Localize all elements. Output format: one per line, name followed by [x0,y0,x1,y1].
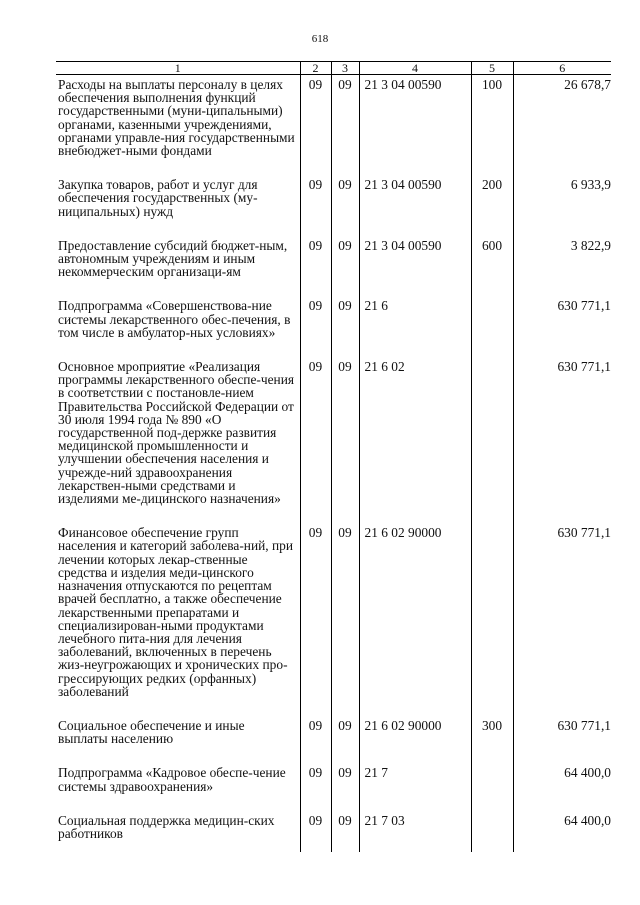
column-header-5: 5 [471,62,513,75]
amount-cell: 630 771,1 [513,523,611,716]
amount-cell: 64 400,0 [513,763,611,810]
section-cell: 09 [300,296,331,357]
subsection-cell: 09 [331,175,359,236]
subsection-cell: 09 [331,523,359,716]
expense-type-cell [471,811,513,852]
target-article-cell: 21 6 02 90000 [359,716,471,763]
target-article-cell: 21 7 03 [359,811,471,852]
target-article-cell: 21 3 04 00590 [359,175,471,236]
subsection-cell: 09 [331,716,359,763]
row-name-cell: Подпрограмма «Совершенствова-ние системы лекарственного обес-печения, в том числе в амбулатор-ных условиях» [58,298,291,340]
amount-cell: 630 771,1 [513,716,611,763]
section-cell: 09 [300,716,331,763]
section-cell: 09 [300,811,331,852]
section-cell: 09 [300,357,331,523]
target-article-cell: 21 3 04 00590 [359,75,471,176]
table-row [56,296,611,357]
expense-type-cell: 100 [471,75,513,176]
expense-type-cell [471,763,513,810]
column-header-3: 3 [331,62,359,75]
row-name-cell: Предоставление субсидий бюджет-ным, автономным учреждениям и иным некоммерческим организаци-ям [58,237,288,280]
budget-table [56,61,611,852]
expense-type-cell [471,357,513,523]
table-row [56,236,611,297]
target-article-cell: 21 6 [359,296,471,357]
expense-type-cell [471,296,513,357]
page-number: 618 [311,33,329,45]
target-article-cell: 21 7 [359,763,471,810]
expense-type-cell: 600 [471,236,513,297]
table-row [56,716,611,763]
amount-cell: 630 771,1 [513,296,611,357]
subsection-cell: 09 [331,763,359,810]
subsection-cell: 09 [331,236,359,297]
column-header-2: 2 [300,62,331,75]
subsection-cell: 09 [331,75,359,176]
row-name-cell: Социальная поддержка медицин-ских работников [58,812,275,841]
column-header-1: 1 [56,62,300,75]
row-name-cell: Основное мроприятие «Реализация программы лекарственного обеспе-чения в соответствии с постановле-нием Правительства Российской Федерации от 30 июля 1994 года № 890 «О государственной под-держке развития медицинской промышленности и улучшении обеспечения населения и учрежде-ний здравоохранения лекарствен-ными средствами и изделиями ме-дицинского назначения» [58,359,295,507]
target-article-cell: 21 6 02 90000 [359,523,471,716]
expense-type-cell: 200 [471,175,513,236]
target-article-cell: 21 3 04 00590 [359,236,471,297]
expense-type-cell: 300 [471,716,513,763]
column-header-4: 4 [359,62,471,75]
amount-cell: 3 822,9 [513,236,611,297]
section-cell: 09 [300,763,331,810]
column-header-6: 6 [513,62,611,75]
row-name-cell: Финансовое обеспечение групп населения и категорий заболева-ний, при лечении которых лекар-ственные средства и изделия меди-цинского назначения отпускаются по рецептам врачей бесплатно, а также обеспечение лекарственными препаратами и специализирован-ными продуктами лечебного пита-ния для лечения заболеваний, включенных в перечень жиз-неугрожающих и хронических про-грессирующих редких (орфанных) заболеваний [58,525,294,699]
subsection-cell: 09 [331,296,359,357]
section-cell: 09 [300,175,331,236]
table-row [56,175,611,236]
table-row [56,763,611,810]
table-row [56,75,611,176]
table-header-row [56,62,611,75]
amount-cell: 64 400,0 [513,811,611,852]
table-row [56,523,611,716]
table-row [56,357,611,523]
target-article-cell: 21 6 02 [359,357,471,523]
section-cell: 09 [300,523,331,716]
row-name-cell: Социальное обеспечение и иные выплаты населению [58,717,245,747]
table-row [56,811,611,852]
amount-cell: 630 771,1 [513,357,611,523]
subsection-cell: 09 [331,811,359,852]
section-cell: 09 [300,236,331,297]
subsection-cell: 09 [331,357,359,523]
amount-cell: 26 678,7 [513,75,611,176]
section-cell: 09 [300,75,331,176]
row-name-cell: Расходы на выплаты персоналу в целях обеспечения выполнения функций государственными (муни-ципальными) органами, казенными учреждениями, органами управле-ния государственными внебюджет-ными фондами [58,77,295,159]
row-name-cell: Закупка товаров, работ и услуг для обеспечения государственных (му-ниципальных) нужд [58,177,258,219]
row-name-cell: Подпрограмма «Кадровое обеспе-чение системы здравоохранения» [58,765,286,794]
amount-cell: 6 933,9 [513,175,611,236]
expense-type-cell [471,523,513,716]
